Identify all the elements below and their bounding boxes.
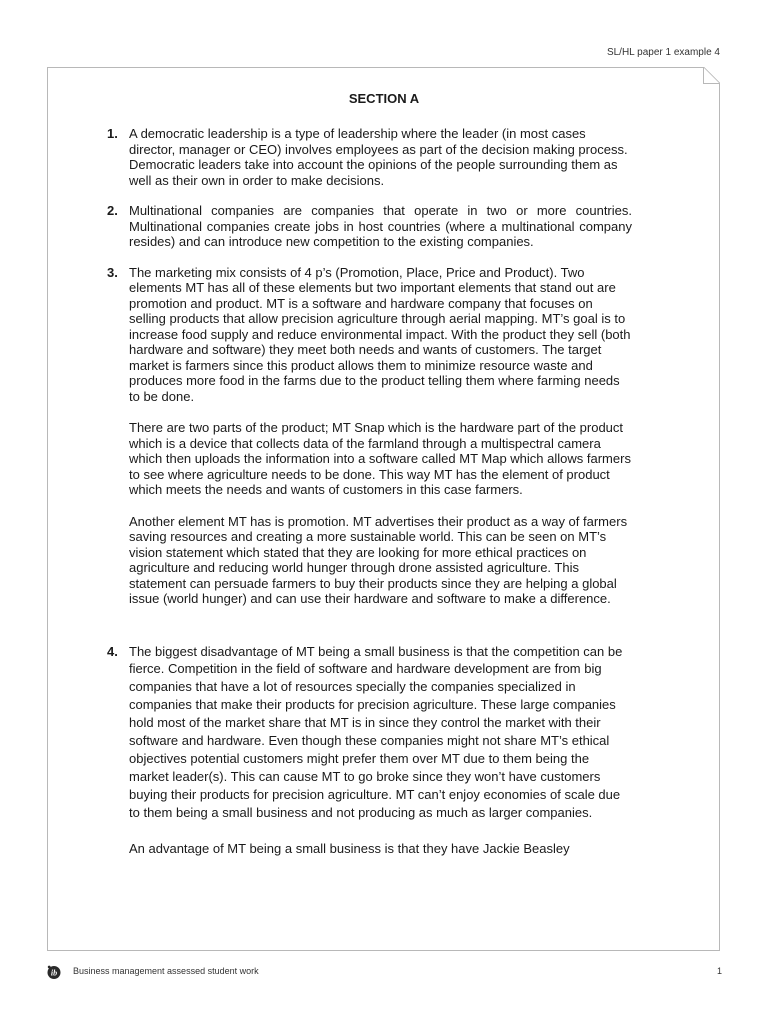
answer-paragraph: An advantage of MT being a small business is that they have Jackie Beasley: [129, 840, 570, 856]
answer-number: 3.: [107, 264, 118, 280]
answer-paragraph: The biggest disadvantage of MT being a small business is that the competition can be fierce. Competition in the field of software and hardware development are from big companies that have a lot of resources specially the companies specialized in companies that make their products for precision agriculture. These large companies hold most of the market share that MT is in since they control the market with their software and hardware. Even though these companies might not share MT’s ethical objectives potential customers might prefer them over MT due to them being the market leader(s). This can cause MT to go broke since they won’t have customers buying their products for precision agriculture. MT can’t enjoy economies of scale due to them being a small business and not producing as much as larger companies.: [129, 643, 623, 820]
sheet-right-border: [719, 83, 720, 951]
answer-3: [107, 265, 632, 607]
ib-logo-icon: [46, 964, 62, 980]
answer-4: [107, 643, 632, 858]
folded-corner-icon: [703, 67, 720, 84]
answer-paragraph: There are two parts of the product; MT Snap which is the hardware part of the product which is a device that collects data of the farmland through a multispectral camera which then uploads the information into a software called MT Map which allows farmers to see where agriculture needs to be done. This way MT has the element of product which meets the needs and wants of customers in this case farmers.: [129, 420, 631, 497]
answer-number: 4.: [107, 643, 118, 659]
footer-title: Business management assessed student work: [73, 966, 259, 976]
page-number: 1: [716, 966, 722, 976]
sheet-top-border: [47, 67, 704, 68]
page-header-label: SL/HL paper 1 example 4: [606, 47, 720, 58]
answer-paragraph: Multinational companies are companies that operate in two or more countries. Multinational companies create jobs in host countries (where a multinational company resides) and can introduce new competition to the existing companies.: [129, 203, 632, 249]
section-title: SECTION A: [348, 91, 420, 106]
answer-number: 1.: [107, 126, 118, 141]
answer-paragraph: A democratic leadership is a type of leadership where the leader (in most cases director, manager or CEO) involves employees as part of the decision making process. Democratic leaders take into account the opinions of the people surrounding them as well as their own in order to make decisions.: [129, 126, 628, 188]
page-footer: [46, 964, 722, 980]
answers-container: [107, 126, 632, 857]
answer-1: [107, 126, 632, 188]
answer-paragraph: Another element MT has is promotion. MT advertises their product as a way of farmers saving resources and creating a more sustainable world. This can be seen on MT’s vision statement which stated that they are looking for more ethical practices on agriculture and reducing world hunger through drone assisted agriculture. This statement can persuade farmers to buy their products since they are helping a global issue (world hunger) and can use their hardware and software to make a difference.: [129, 513, 628, 606]
svg-text:ib: ib: [50, 968, 58, 978]
answer-number: 2.: [107, 203, 118, 218]
answer-2: [107, 203, 632, 250]
answer-paragraph: The marketing mix consists of 4 p’s (Promotion, Place, Price and Product). Two elements MT has all of these elements but two important elements that stand out are promotion and product. MT is a software and hardware company that focuses on selling products that allow precision agriculture through aerial mapping. MT’s goal is to increase food supply and reduce environmental impact. With the product they sell (both hardware and software) they meet both needs and wants of customers. The target market is farmers since this product allows them to minimize resource waste and produces more food in the farms due to the product telling them where farming needs to be done.: [129, 264, 631, 404]
